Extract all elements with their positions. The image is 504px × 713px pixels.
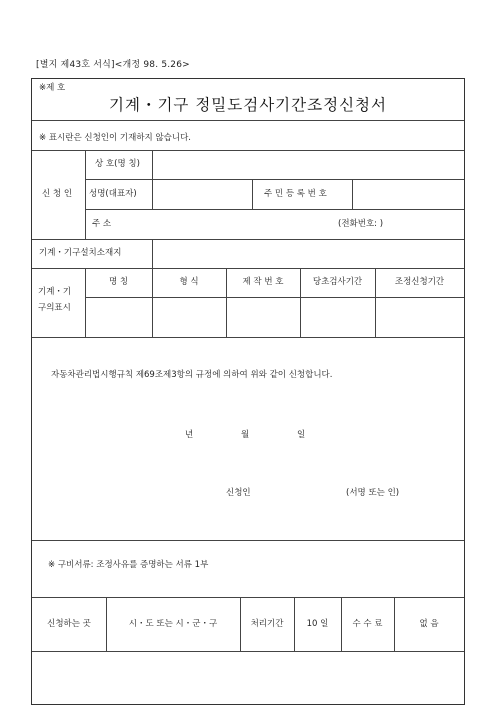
equipment-model-cell[interactable] <box>153 298 225 336</box>
processing-period-label: 처리기간 <box>250 619 284 629</box>
divider <box>32 268 464 269</box>
divider <box>32 337 464 338</box>
equipment-section-label: 기계・기 <box>38 287 72 297</box>
column-header-serial: 제 작 번 호 <box>242 277 284 287</box>
divider <box>32 651 464 652</box>
processing-period-value: 10 일 <box>306 619 329 629</box>
application-form <box>31 78 465 705</box>
date-month-label: 월 <box>241 430 250 440</box>
phone-label: (전화번호: ) <box>338 219 384 229</box>
address-field[interactable] <box>153 210 333 238</box>
divider <box>32 120 464 121</box>
column-header-original-period: 당초검사기간 <box>312 277 363 287</box>
form-title: 기계・기구 정밀도검사기간조정신청서 <box>109 96 387 114</box>
date-year-label: 년 <box>185 430 194 440</box>
install-location-label: 기계・기구설치소재지 <box>39 248 122 258</box>
fee-label: 수 수 료 <box>352 619 383 629</box>
trade-name-label: 상 호(명 칭) <box>95 159 140 169</box>
application-statement: 자동차관리법시행규칙 제69조제3항의 규정에 의하여 위와 같이 신청합니다. <box>51 370 333 380</box>
signature-applicant-label: 신청인 <box>226 488 251 498</box>
divider <box>85 150 86 239</box>
signature-seal-label: (서명 또는 인) <box>346 488 400 498</box>
column-header-requested-period: 조정신청기간 <box>394 277 445 287</box>
equipment-section-label: 구의표시 <box>38 303 71 313</box>
trade-name-field[interactable] <box>153 151 463 178</box>
resident-number-field[interactable] <box>353 180 463 208</box>
submit-to-label: 신청하는 곳 <box>47 619 91 629</box>
install-location-field[interactable] <box>153 240 463 267</box>
registration-number-label: ※제 호 <box>39 83 66 93</box>
form-number-note: [별지 제43호 서식]<개정 98. 5.26> <box>36 60 190 70</box>
required-documents-note: ※ 구비서류: 조정사유를 증명하는 서류 1부 <box>48 560 209 570</box>
column-header-model: 형 식 <box>179 277 199 287</box>
requested-period-cell[interactable] <box>376 298 463 336</box>
divider <box>32 540 464 541</box>
date-day-label: 일 <box>297 430 306 440</box>
equipment-name-cell[interactable] <box>86 298 151 336</box>
submit-to-value: 시・도 또는 시・군・구 <box>128 619 218 629</box>
fee-value: 없 음 <box>419 619 439 629</box>
applicant-section-label: 신 청 인 <box>42 189 73 199</box>
column-header-name: 명 칭 <box>108 277 129 287</box>
divider <box>32 597 464 598</box>
divider <box>252 179 253 209</box>
address-label: 주 소 <box>92 219 112 229</box>
resident-number-label: 주 민 등 록 번 호 <box>264 189 327 199</box>
applicant-note: ※ 표시란은 신청인이 기재하지 않습니다. <box>39 133 192 143</box>
representative-label: 성명(대표자) <box>89 189 137 199</box>
original-period-cell[interactable] <box>301 298 374 336</box>
equipment-serial-cell[interactable] <box>227 298 299 336</box>
representative-field[interactable] <box>153 180 251 208</box>
